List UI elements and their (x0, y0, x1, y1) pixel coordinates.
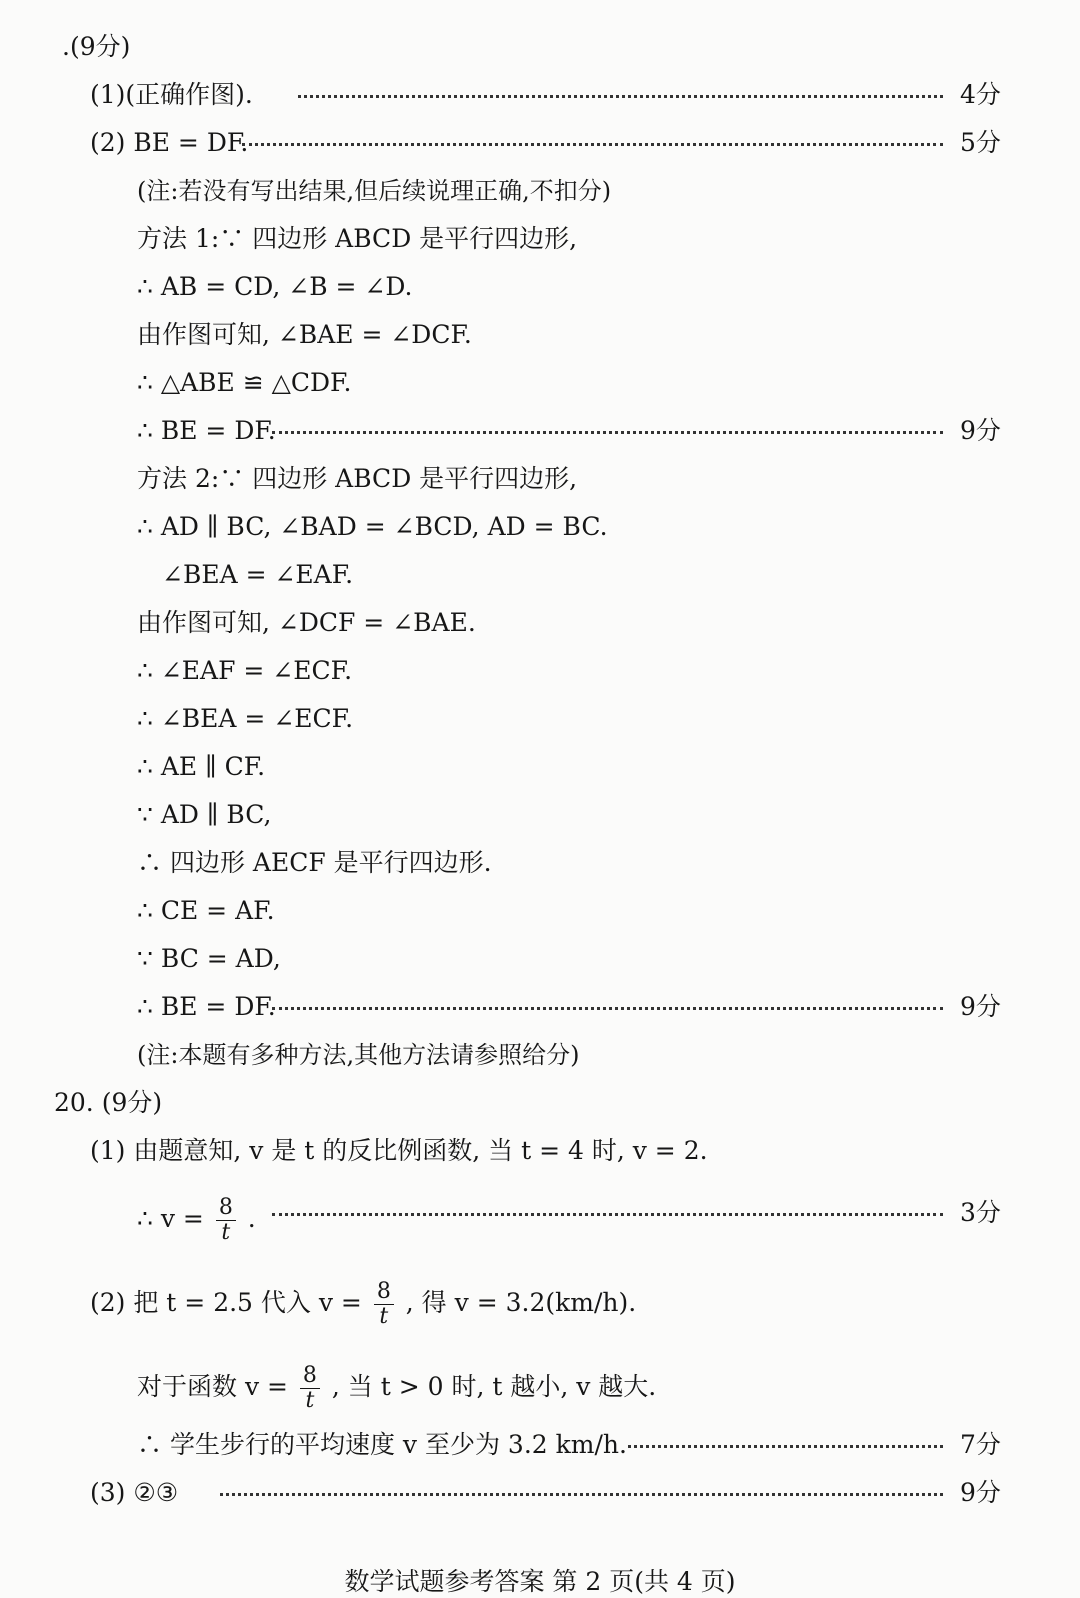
q20-header-line (0, 1086, 1080, 1120)
q19-method2-line5 (0, 654, 1080, 688)
q19-method2-step: ∴ ∠BEA = ∠ECF. (137, 704, 354, 733)
q20-part2-line3 (0, 1428, 1080, 1462)
q20-header: 20. (9分) (54, 1088, 163, 1117)
fraction-denominator: t (379, 1304, 389, 1329)
q19-method1-line3 (0, 318, 1080, 352)
fraction-8-over-t (300, 1364, 320, 1413)
substitution-result: , 得 v = 3.2(km/h). (405, 1288, 637, 1317)
q19-part1-line (0, 78, 1080, 112)
fraction-8-over-t (216, 1196, 236, 1245)
fraction-denominator: t (221, 1220, 231, 1245)
q19-method1-line2 (0, 270, 1080, 304)
q19-method1-step: 由作图可知, ∠BAE = ∠DCF. (137, 320, 472, 349)
q19-method2-line11 (0, 942, 1080, 976)
fraction-numerator: 8 (374, 1280, 394, 1305)
leader-dots (272, 1007, 943, 1010)
q19-note2-line (0, 1038, 1080, 1072)
q19-method2-step: ∵ BC = AD, (137, 944, 281, 973)
q19-method1-step: 方法 1:∵ 四边形 ABCD 是平行四边形, (137, 224, 578, 253)
q19-method2-line3 (0, 558, 1080, 592)
leader-dots (220, 1493, 943, 1496)
q19-method1-line4 (0, 366, 1080, 400)
q19-note1-line (0, 174, 1080, 208)
q19-method1-step: ∴ △ABE ≌ △CDF. (137, 368, 352, 397)
q20-part2-line1 (0, 1280, 1080, 1330)
q19-header-line (0, 30, 1080, 64)
q19-method2-step: 方法 2:∵ 四边形 ABCD 是平行四边形, (137, 464, 578, 493)
q19-method1-line1 (0, 222, 1080, 256)
leader-dots (298, 95, 943, 98)
q19-method1-step: ∴ BE = DF. (137, 416, 276, 445)
q19-method2-line1 (0, 462, 1080, 496)
leader-dots (272, 431, 943, 434)
q20-part1-line2 (0, 1196, 1080, 1246)
q19-method2-line4 (0, 606, 1080, 640)
q20-part3-score: 9分 (960, 1478, 1001, 1507)
q19-method2-step: ∴ AE ∥ CF. (137, 752, 266, 781)
q19-note1: (注:若没有写出结果,但后续说理正确,不扣分) (137, 177, 612, 205)
function-lhs: 对于函数 v = (137, 1372, 288, 1401)
leader-dots (628, 1445, 943, 1448)
q19-part2-score: 5分 (960, 128, 1001, 157)
q20-part2-text (90, 1280, 636, 1329)
q19-part1-text: (1)(正确作图). (90, 80, 253, 109)
q19-method2-line6 (0, 702, 1080, 736)
leader-dots (272, 1213, 943, 1216)
q20-part3-text: (3) ②③ (90, 1478, 179, 1507)
q20-part2-conclusion: ∴ 学生步行的平均速度 v 至少为 3.2 km/h. (137, 1430, 627, 1459)
q19-method2-score: 9分 (960, 992, 1001, 1021)
fraction-numerator: 8 (216, 1196, 236, 1221)
page-footer: 数学试题参考答案 第 2 页(共 4 页) (344, 1567, 736, 1596)
q19-method1-line5 (0, 414, 1080, 448)
q19-method1-step: ∴ AB = CD, ∠B = ∠D. (137, 272, 413, 301)
q19-method2-step: ∵ AD ∥ BC, (137, 800, 272, 829)
q19-method2-step: ∴ AD ∥ BC, ∠BAD = ∠BCD, AD = BC. (137, 512, 608, 541)
leader-dots (242, 143, 943, 146)
q19-method2-step: ∴ ∠EAF = ∠ECF. (137, 656, 353, 685)
q20-part3-line (0, 1476, 1080, 1510)
substitution-text: (2) 把 t = 2.5 代入 v = (90, 1288, 362, 1317)
q20-part2-function-text (137, 1364, 656, 1413)
q20-part2-score: 7分 (960, 1430, 1001, 1459)
fraction-numerator: 8 (300, 1364, 320, 1389)
q19-method1-score: 9分 (960, 416, 1001, 445)
q19-part1-score: 4分 (960, 80, 1001, 109)
fraction-8-over-t (374, 1280, 394, 1329)
q19-method2-step: ∴ 四边形 AECF 是平行四边形. (137, 848, 492, 877)
q19-method2-line12 (0, 990, 1080, 1024)
fraction-denominator: t (305, 1388, 315, 1413)
q19-part2-text: (2) BE = DF. (90, 128, 249, 157)
q19-note2: (注:本题有多种方法,其他方法请参照给分) (137, 1041, 580, 1069)
q20-part1-formula (137, 1196, 256, 1245)
q19-method2-line8 (0, 798, 1080, 832)
q20-part1-score: 3分 (960, 1198, 1001, 1227)
q19-method2-line7 (0, 750, 1080, 784)
q20-part1-line1 (0, 1134, 1080, 1168)
q19-method2-step: 由作图可知, ∠DCF = ∠BAE. (137, 608, 476, 637)
q19-header: .(9分) (62, 32, 131, 61)
q20-part1-text: (1) 由题意知, v 是 t 的反比例函数, 当 t = 4 时, v = 2. (90, 1136, 708, 1165)
q19-method2-step: ∠BEA = ∠EAF. (162, 560, 354, 589)
q19-part2-line (0, 126, 1080, 160)
q20-part2-line2 (0, 1364, 1080, 1414)
function-property: , 当 t > 0 时, t 越小, v 越大. (331, 1372, 657, 1401)
q19-method2-line9 (0, 846, 1080, 880)
formula-lhs: ∴ v = (137, 1204, 204, 1233)
formula-period: . (247, 1204, 256, 1233)
q19-method2-step: ∴ CE = AF. (137, 896, 275, 925)
q19-method2-step: ∴ BE = DF. (137, 992, 276, 1021)
q19-method2-line2 (0, 510, 1080, 544)
q19-method2-line10 (0, 894, 1080, 928)
